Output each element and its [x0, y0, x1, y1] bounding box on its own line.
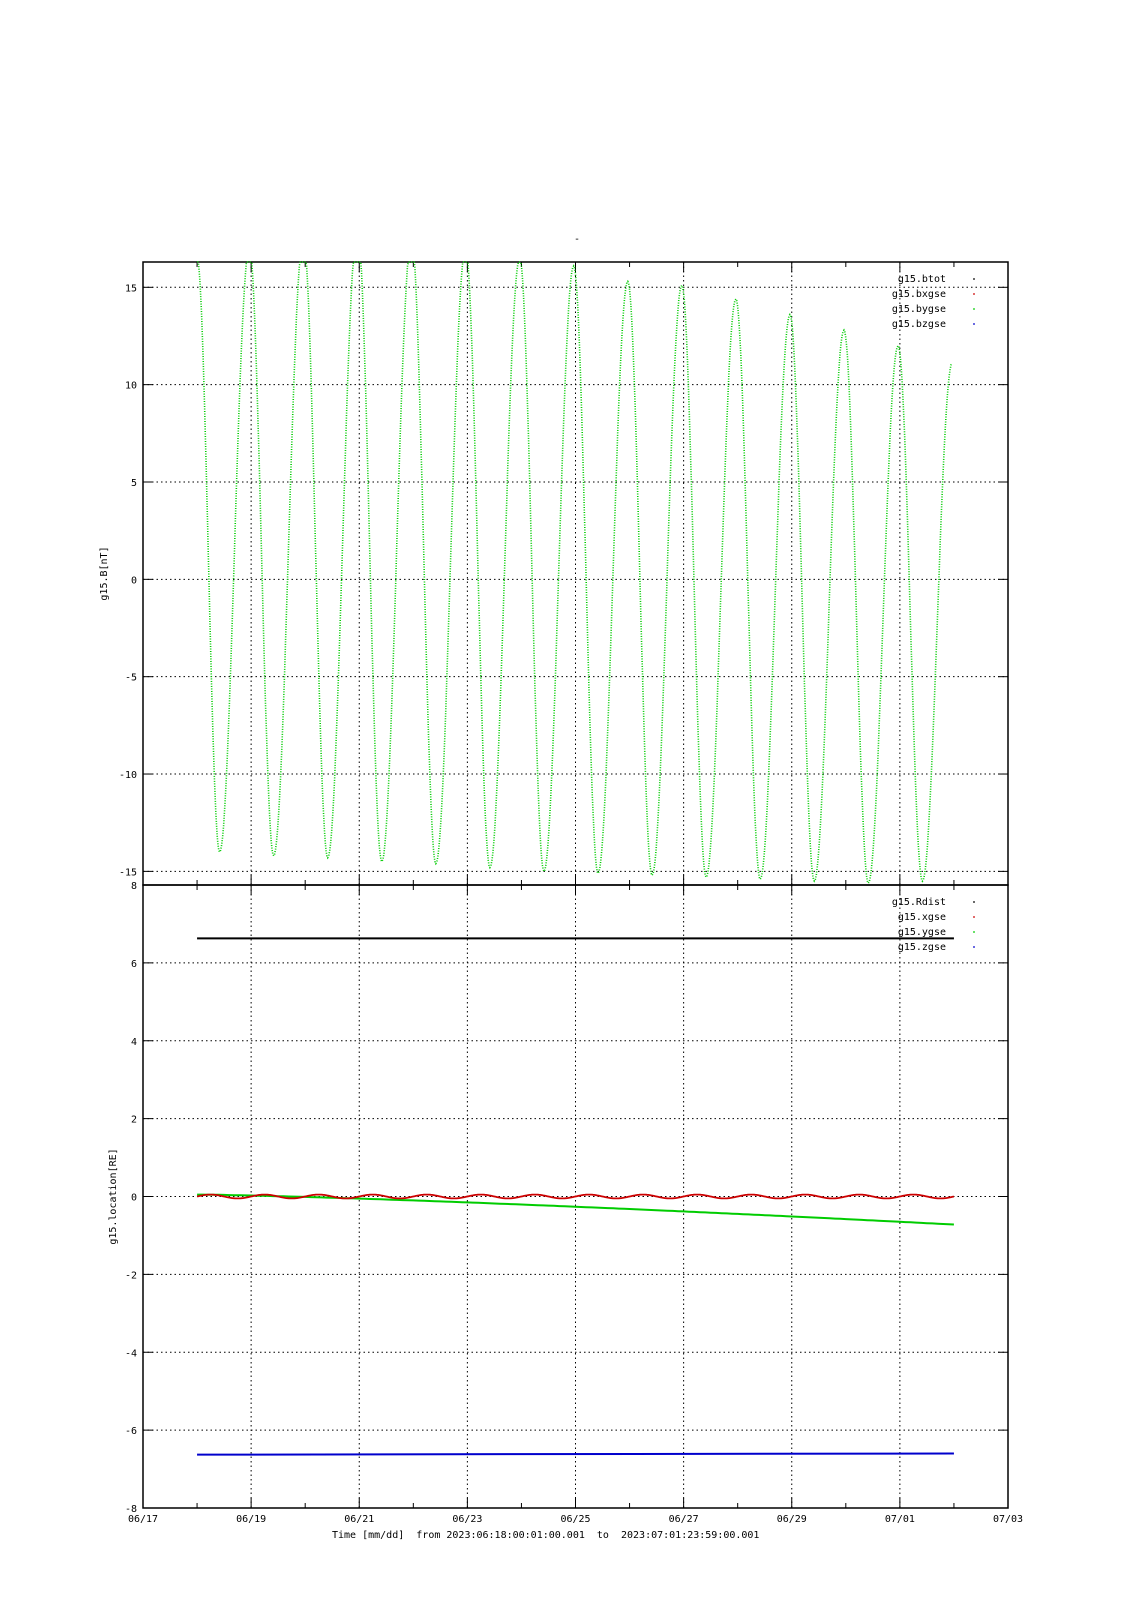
top-legend-label: g15.btot	[897, 274, 946, 285]
top-legend-label: g15.bzgse	[891, 319, 946, 330]
x-tick-label: 06/23	[452, 1514, 483, 1525]
x-tick-label: 07/03	[992, 1514, 1024, 1525]
bottom-legend-label: g15.xgse	[897, 912, 946, 923]
top-y-tick-label: 0	[130, 575, 137, 587]
top-y-tick-label: 5	[130, 477, 137, 489]
bottom-y-tick-label: 2	[130, 1114, 137, 1126]
bottom-y-tick-label: -6	[124, 1426, 137, 1438]
top-legend-label: g15.bygse	[891, 304, 946, 315]
bottom-legend-marker	[973, 946, 975, 948]
x-tick-label: 06/27	[668, 1514, 699, 1525]
top-legend-marker	[973, 323, 975, 325]
chart-title: -	[574, 234, 581, 245]
bottom-y-tick-label: -2	[124, 1270, 137, 1282]
series-zgse-line	[197, 1453, 954, 1454]
bottom-legend-label: g15.Rdist	[891, 897, 946, 908]
top-panel	[99, 262, 1008, 885]
top-y-tick-label: -5	[124, 672, 137, 684]
x-tick-label: 06/21	[344, 1514, 375, 1525]
top-y-tick-label: 15	[124, 283, 137, 295]
bottom-legend-marker	[973, 901, 975, 903]
bottom-panel	[108, 881, 1008, 1515]
top-legend-marker	[973, 278, 975, 280]
x-tick-label: 07/01	[884, 1514, 915, 1525]
x-tick-label: 06/17	[127, 1514, 159, 1525]
x-axis-label: Time [mm/dd] from 2023:06:18:00:01:00.001 to 2023:07:01:23:59:00.001	[332, 1530, 760, 1541]
series-bygse-line	[197, 262, 952, 883]
bottom-legend-marker	[973, 916, 975, 918]
bottom-legend-label: g15.zgse	[897, 942, 946, 953]
bottom-legend-label: g15.ygse	[897, 927, 946, 938]
top-legend-marker	[973, 308, 975, 310]
top-y-axis-label: g15.B[nT]	[99, 546, 110, 601]
top-y-tick-label: -15	[118, 867, 137, 879]
top-legend-marker	[973, 293, 975, 295]
bottom-y-tick-label: -4	[124, 1348, 137, 1360]
x-tick-label: 06/19	[236, 1514, 267, 1525]
bottom-y-tick-label: 6	[130, 958, 137, 970]
bottom-y-tick-label: 0	[130, 1192, 137, 1204]
bottom-y-tick-label: -8	[124, 1504, 137, 1515]
x-tick-label: 06/25	[560, 1514, 591, 1525]
top-y-tick-label: -10	[118, 770, 137, 782]
top-legend-label: g15.bxgse	[891, 289, 946, 300]
bottom-y-tick-label: 8	[130, 881, 137, 892]
x-tick-label: 06/29	[776, 1514, 807, 1525]
bottom-legend-marker	[973, 931, 975, 933]
top-y-tick-label: 10	[124, 380, 137, 392]
bottom-y-tick-label: 4	[130, 1036, 137, 1048]
bottom-y-axis-label: g15.location[RE]	[108, 1148, 119, 1245]
